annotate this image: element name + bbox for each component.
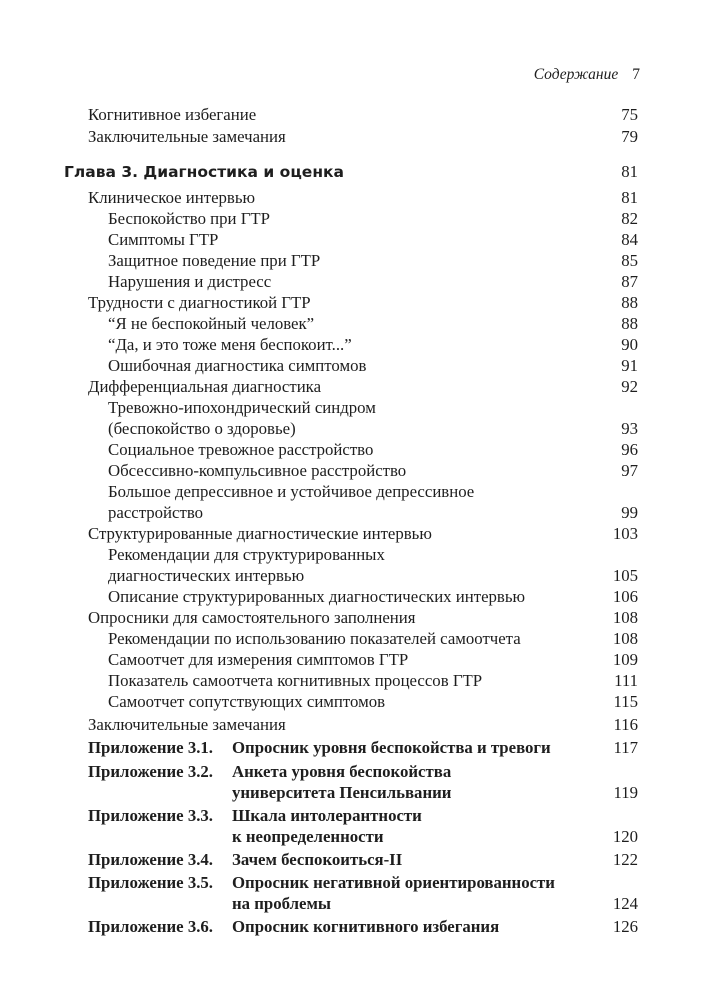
toc-entry-page: 116 (613, 715, 638, 734)
toc-entry-title: Обсессивно-компульсивное расстройство (108, 461, 407, 480)
toc-appendix[interactable] (88, 872, 638, 894)
toc-subentry[interactable] (108, 586, 638, 608)
toc-entry-title: расстройство (108, 503, 204, 522)
toc-entry-page: 82 (621, 209, 638, 228)
toc-entry-title: Симптомы ГТР (108, 230, 219, 249)
toc-appendix[interactable] (88, 737, 638, 759)
toc-subentry[interactable] (108, 460, 638, 482)
running-head-title: Содержание (533, 66, 619, 83)
toc-entry-page: 120 (612, 827, 638, 846)
toc-entry-page: 81 (621, 188, 638, 207)
toc-entry-title: Беспокойство при ГТР (108, 209, 271, 228)
toc-subentry[interactable] (108, 271, 638, 293)
toc-entry-title: Нарушения и дистресс (108, 272, 272, 291)
toc-subentry[interactable] (108, 544, 638, 566)
appendix-label: Приложение 3.5. (88, 873, 213, 892)
toc-entry-title: Большое депрессивное и устойчивое депрессивное (108, 482, 475, 501)
toc-entry-page: 75 (621, 105, 638, 124)
toc-entry-title: Опросники для самостоятельного заполнения (88, 608, 416, 627)
page-number: 7 (632, 66, 640, 83)
toc-entry-title: диагностических интервью (108, 566, 305, 585)
toc-entry-page: 85 (621, 251, 638, 270)
toc-appendix[interactable] (88, 761, 638, 783)
toc-subentry[interactable] (108, 628, 638, 650)
toc-entry-title: Клиническое интервью (88, 188, 256, 207)
toc-entry-title: Заключительные замечания (88, 127, 286, 146)
toc-entry[interactable] (88, 104, 638, 126)
appendix-title: Анкета уровня беспокойства (232, 762, 452, 781)
toc-entry-title: Заключительные замечания (88, 715, 286, 734)
toc-entry-page: 81 (621, 162, 638, 181)
appendix-label: Приложение 3.4. (88, 850, 213, 869)
toc-entry-title: Ошибочная диагностика симптомов (108, 356, 367, 375)
toc-entry-page: 111 (614, 671, 638, 690)
toc-entry-title: Показатель самоотчета когнитивных процессов ГТР (108, 671, 483, 690)
appendix-title: Зачем беспокоиться-II (232, 850, 403, 869)
toc-entry-title: Когнитивное избегание (88, 105, 257, 124)
toc-appendix-continued[interactable] (88, 782, 638, 804)
toc-entry-page: 79 (621, 127, 638, 146)
toc-entry-title: “Я не беспокойный человек” (108, 314, 315, 333)
appendix-title: Опросник когнитивного избегания (232, 917, 500, 936)
toc-entry-page: 88 (621, 314, 638, 333)
toc-entry-page: 108 (612, 608, 638, 627)
toc-subentry[interactable] (108, 670, 638, 692)
toc-entry-page: 124 (612, 894, 638, 913)
toc-subentry[interactable] (108, 481, 638, 503)
toc-subentry[interactable] (108, 649, 638, 671)
toc-entry-page: 108 (612, 629, 638, 648)
toc-subentry[interactable] (108, 334, 638, 356)
toc-subentry[interactable] (108, 691, 638, 713)
appendix-label: Приложение 3.1. (88, 738, 213, 757)
toc-entry-page: 115 (613, 692, 638, 711)
toc-entry[interactable] (88, 376, 638, 398)
toc-entry[interactable] (88, 187, 638, 209)
toc-appendix[interactable] (88, 805, 638, 827)
toc-subentry[interactable] (108, 313, 638, 335)
toc-entry[interactable] (88, 714, 638, 736)
appendix-title: на проблемы (232, 894, 332, 913)
toc-appendix[interactable] (88, 849, 638, 871)
toc-entry-page: 103 (612, 524, 638, 543)
appendix-label: Приложение 3.3. (88, 806, 213, 825)
toc-entry-page: 87 (621, 272, 638, 291)
toc-subentry[interactable] (108, 397, 638, 419)
toc-entry-page: 99 (621, 503, 638, 522)
toc-entry-title: Структурированные диагностические интервью (88, 524, 432, 543)
running-head (0, 66, 640, 84)
toc-entry[interactable] (88, 292, 638, 314)
toc-entry-page: 117 (613, 738, 638, 757)
toc-entry-page: 97 (621, 461, 638, 480)
toc-subentry-continued[interactable] (108, 418, 638, 440)
toc-entry[interactable] (88, 523, 638, 545)
toc-entry-page: 126 (612, 917, 638, 936)
toc-entry-page: 90 (621, 335, 638, 354)
toc-entry-title: (беспокойство о здоровье) (108, 419, 296, 438)
toc-entry-title: Социальное тревожное расстройство (108, 440, 374, 459)
toc-entry-page: 119 (613, 783, 638, 802)
chapter-title: Глава 3. Диагностика и оценка (64, 163, 345, 181)
toc-entry[interactable] (88, 126, 638, 148)
toc-subentry[interactable] (108, 229, 638, 251)
appendix-title: Опросник уровня беспокойства и тревоги (232, 738, 551, 757)
toc-entry-title: Рекомендации для структурированных (108, 545, 385, 564)
toc-entry-page: 106 (612, 587, 638, 606)
toc-entry-page: 93 (621, 419, 638, 438)
toc-subentry-continued[interactable] (108, 565, 638, 587)
toc-entry-title: “Да, и это тоже меня беспокоит...” (108, 335, 352, 354)
appendix-label: Приложение 3.6. (88, 917, 213, 936)
appendix-title: Опросник негативной ориентированности (232, 873, 555, 892)
appendix-title: Шкала интолерантности (232, 806, 422, 825)
toc-subentry[interactable] (108, 208, 638, 230)
toc-appendix[interactable] (88, 916, 638, 938)
toc-entry[interactable] (88, 607, 638, 629)
toc-entry-page: 96 (621, 440, 638, 459)
toc-entry-page: 105 (612, 566, 638, 585)
toc-entry-page: 88 (621, 293, 638, 312)
toc-entry-title: Описание структурированных диагностических интервью (108, 587, 526, 606)
toc-entry-title: Самоотчет для измерения симптомов ГТР (108, 650, 409, 669)
toc-entry-title: Тревожно-ипохондрический синдром (108, 398, 376, 417)
toc-entry-title: Защитное поведение при ГТР (108, 251, 321, 270)
toc-subentry-continued[interactable] (108, 502, 638, 524)
toc-entry-page: 109 (612, 650, 638, 669)
toc-entry-title: Трудности с диагностикой ГТР (88, 293, 311, 312)
appendix-title: к неопределенности (232, 827, 384, 846)
toc-entry-title: Рекомендации по использованию показателей самоотчета (108, 629, 521, 648)
appendix-title: университета Пенсильвании (232, 783, 452, 802)
toc-entry-page: 92 (621, 377, 638, 396)
toc-subentry[interactable] (108, 355, 638, 377)
toc-entry-page: 91 (621, 356, 638, 375)
appendix-label: Приложение 3.2. (88, 762, 213, 781)
toc-appendix-continued[interactable] (88, 893, 638, 915)
toc-appendix-continued[interactable] (88, 826, 638, 848)
toc-subentry[interactable] (108, 439, 638, 461)
toc-entry-title: Дифференциальная диагностика (88, 377, 322, 396)
toc-entry-page: 122 (612, 850, 638, 869)
toc-entry-title: Самоотчет сопутствующих симптомов (108, 692, 386, 711)
toc-entry-page: 84 (621, 230, 638, 249)
toc-subentry[interactable] (108, 250, 638, 272)
toc-chapter-heading[interactable] (64, 161, 638, 183)
